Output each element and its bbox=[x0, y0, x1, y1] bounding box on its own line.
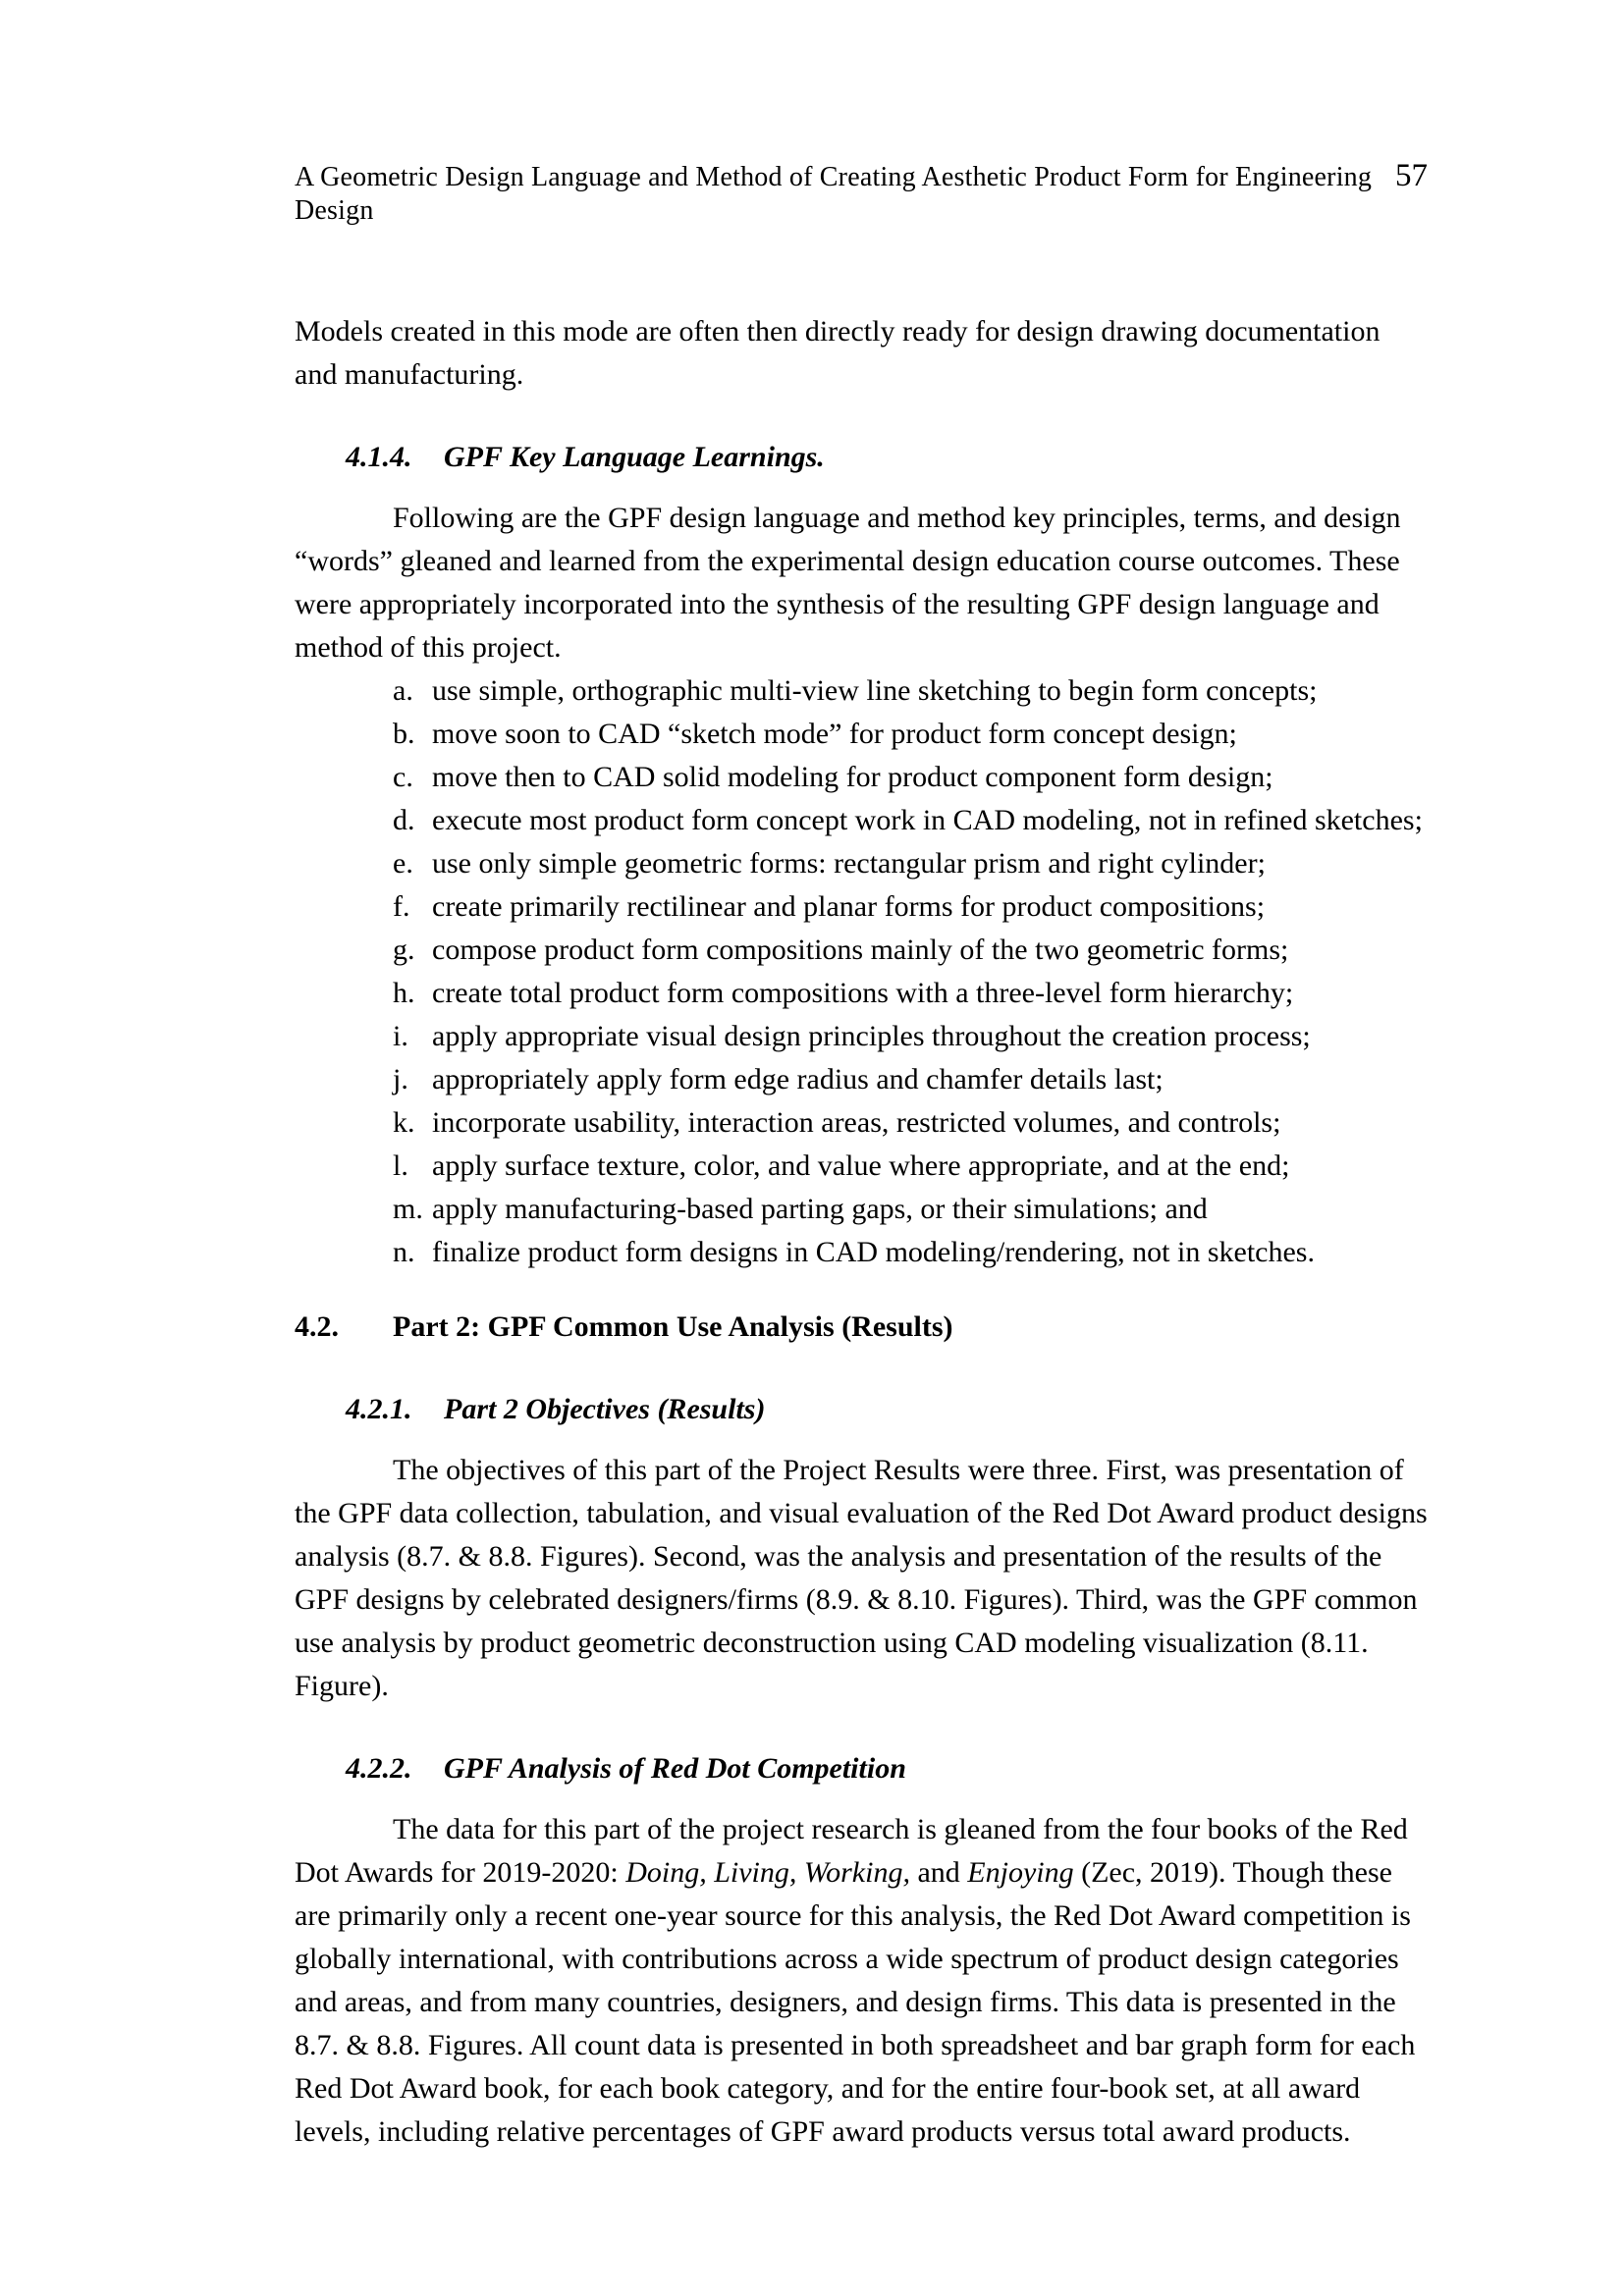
list-item bbox=[393, 713, 1428, 756]
heading-title: GPF Key Language Learnings. bbox=[444, 441, 825, 473]
list-item-text: execute most product form concept work in CAD modeling, not in refined sketches; bbox=[432, 804, 1423, 836]
list-item-text: finalize product form designs in CAD modeling/rendering, not in sketches. bbox=[432, 1236, 1315, 1268]
list-marker: h. bbox=[393, 977, 415, 1009]
heading-title: Part 2 Objectives (Results) bbox=[444, 1393, 766, 1425]
book-title-italic: Enjoying bbox=[967, 1856, 1074, 1889]
list-item-text: create primarily rectilinear and planar forms for product compositions; bbox=[432, 890, 1266, 923]
heading-4-1-4 bbox=[346, 436, 1428, 479]
list-marker: f. bbox=[393, 890, 410, 923]
heading-number: 4.2.1. bbox=[346, 1393, 412, 1425]
list-item bbox=[393, 885, 1428, 929]
heading-4-2-1 bbox=[346, 1388, 1428, 1431]
header-title: A Geometric Design Language and Method of Creating Aesthetic Product Form for Engineering Design bbox=[295, 162, 1373, 226]
list-item-text: incorporate usability, interaction areas, restricted volumes, and controls; bbox=[432, 1106, 1281, 1139]
list-item bbox=[393, 756, 1428, 799]
key-learnings-list bbox=[393, 669, 1428, 1274]
list-item bbox=[393, 799, 1428, 842]
list-marker: d. bbox=[393, 804, 415, 836]
heading-number: 4.1.4. bbox=[346, 441, 412, 473]
list-marker: c. bbox=[393, 761, 413, 793]
list-item-text: compose product form compositions mainly of the two geometric forms; bbox=[432, 934, 1289, 966]
list-marker: n. bbox=[393, 1236, 415, 1268]
list-marker: m. bbox=[393, 1193, 423, 1225]
heading-4-2-2 bbox=[346, 1747, 1428, 1790]
running-header bbox=[295, 159, 1428, 228]
list-item bbox=[393, 1231, 1428, 1274]
paragraph-4-2-2 bbox=[295, 1808, 1428, 2154]
book-titles-italic: Doing, Living, Working, bbox=[625, 1856, 910, 1889]
list-item-text: apply appropriate visual design principles throughout the creation process; bbox=[432, 1020, 1311, 1052]
heading-title: GPF Analysis of Red Dot Competition bbox=[444, 1752, 906, 1785]
list-marker: l. bbox=[393, 1149, 408, 1182]
list-item-text: use only simple geometric forms: rectangular prism and right cylinder; bbox=[432, 847, 1266, 880]
list-marker: j. bbox=[393, 1063, 408, 1095]
page-body bbox=[295, 310, 1428, 2154]
list-item bbox=[393, 1058, 1428, 1101]
heading-number: 4.2. bbox=[295, 1310, 339, 1343]
heading-title: Part 2: GPF Common Use Analysis (Results) bbox=[393, 1310, 953, 1343]
list-item bbox=[393, 842, 1428, 885]
list-item bbox=[393, 1015, 1428, 1058]
list-item bbox=[393, 1145, 1428, 1188]
list-item-text: apply surface texture, color, and value where appropriate, and at the end; bbox=[432, 1149, 1290, 1182]
paragraph-4-2-1: The objectives of this part of the Project Results were three. First, was presentation of the GPF data collection, tabulation, and visual evaluation of the Red Dot Award product designs analysis (8.7. & 8.8. Figures). Second, was the analysis and presentation of the results of the GPF designs by celebrated designers/firms (8.9. & 8.10. Figures). Third, was the GPF common use analysis by product geometric deconstruction using CAD modeling visualization (8.11. Figure). bbox=[295, 1454, 1428, 1702]
list-marker: k. bbox=[393, 1106, 415, 1139]
list-item bbox=[393, 972, 1428, 1015]
heading-number: 4.2.2. bbox=[346, 1752, 412, 1785]
list-item-text: apply manufacturing-based parting gaps, or their simulations; and bbox=[432, 1193, 1208, 1225]
list-item bbox=[393, 1101, 1428, 1145]
list-item-text: move then to CAD solid modeling for product component form design; bbox=[432, 761, 1273, 793]
list-marker: i. bbox=[393, 1020, 408, 1052]
list-marker: e. bbox=[393, 847, 413, 880]
paragraph-text: (Zec, 2019). Though these are primarily only a recent one-year source for this analysis, the Red Dot Award competition is globally international, with contributions across a wide spectrum of product design categories and areas, and from many countries, designers, and design firms. This data is presented in the 8.7. & 8.8. Figures. All count data is presented in both spreadsheet and bar graph form for each Red Dot Award book, for each book category, and for the entire four-book set, at all award levels, including relative percentages of GPF award products versus total award products. bbox=[295, 1856, 1416, 2148]
list-marker: g. bbox=[393, 934, 415, 966]
list-marker: b. bbox=[393, 718, 415, 750]
list-item-text: appropriately apply form edge radius and chamfer details last; bbox=[432, 1063, 1164, 1095]
list-item-text: move soon to CAD “sketch mode” for product form concept design; bbox=[432, 718, 1237, 750]
list-item bbox=[393, 669, 1428, 713]
intro-paragraph: Models created in this mode are often then directly ready for design drawing documentation and manufacturing. bbox=[295, 315, 1380, 391]
list-item bbox=[393, 929, 1428, 972]
paragraph-4-1-4: Following are the GPF design language and method key principles, terms, and design “words” gleaned and learned from the experimental design education course outcomes. These were appropriately incorporated into the synthesis of the resulting GPF design language and method of this project. bbox=[295, 502, 1401, 664]
list-item bbox=[393, 1188, 1428, 1231]
list-item-text: create total product form compositions with a three-level form hierarchy; bbox=[432, 977, 1294, 1009]
paragraph-text: and bbox=[909, 1856, 968, 1889]
list-marker: a. bbox=[393, 674, 413, 707]
page-number: 57 bbox=[1395, 158, 1428, 193]
heading-4-2 bbox=[295, 1306, 1428, 1349]
paragraph-text: The data for this part of the project research is gleaned from the four books of the Red Dot Awards for 2019-2020: bbox=[295, 1813, 1408, 1889]
list-item-text: use simple, orthographic multi-view line sketching to begin form concepts; bbox=[432, 674, 1318, 707]
